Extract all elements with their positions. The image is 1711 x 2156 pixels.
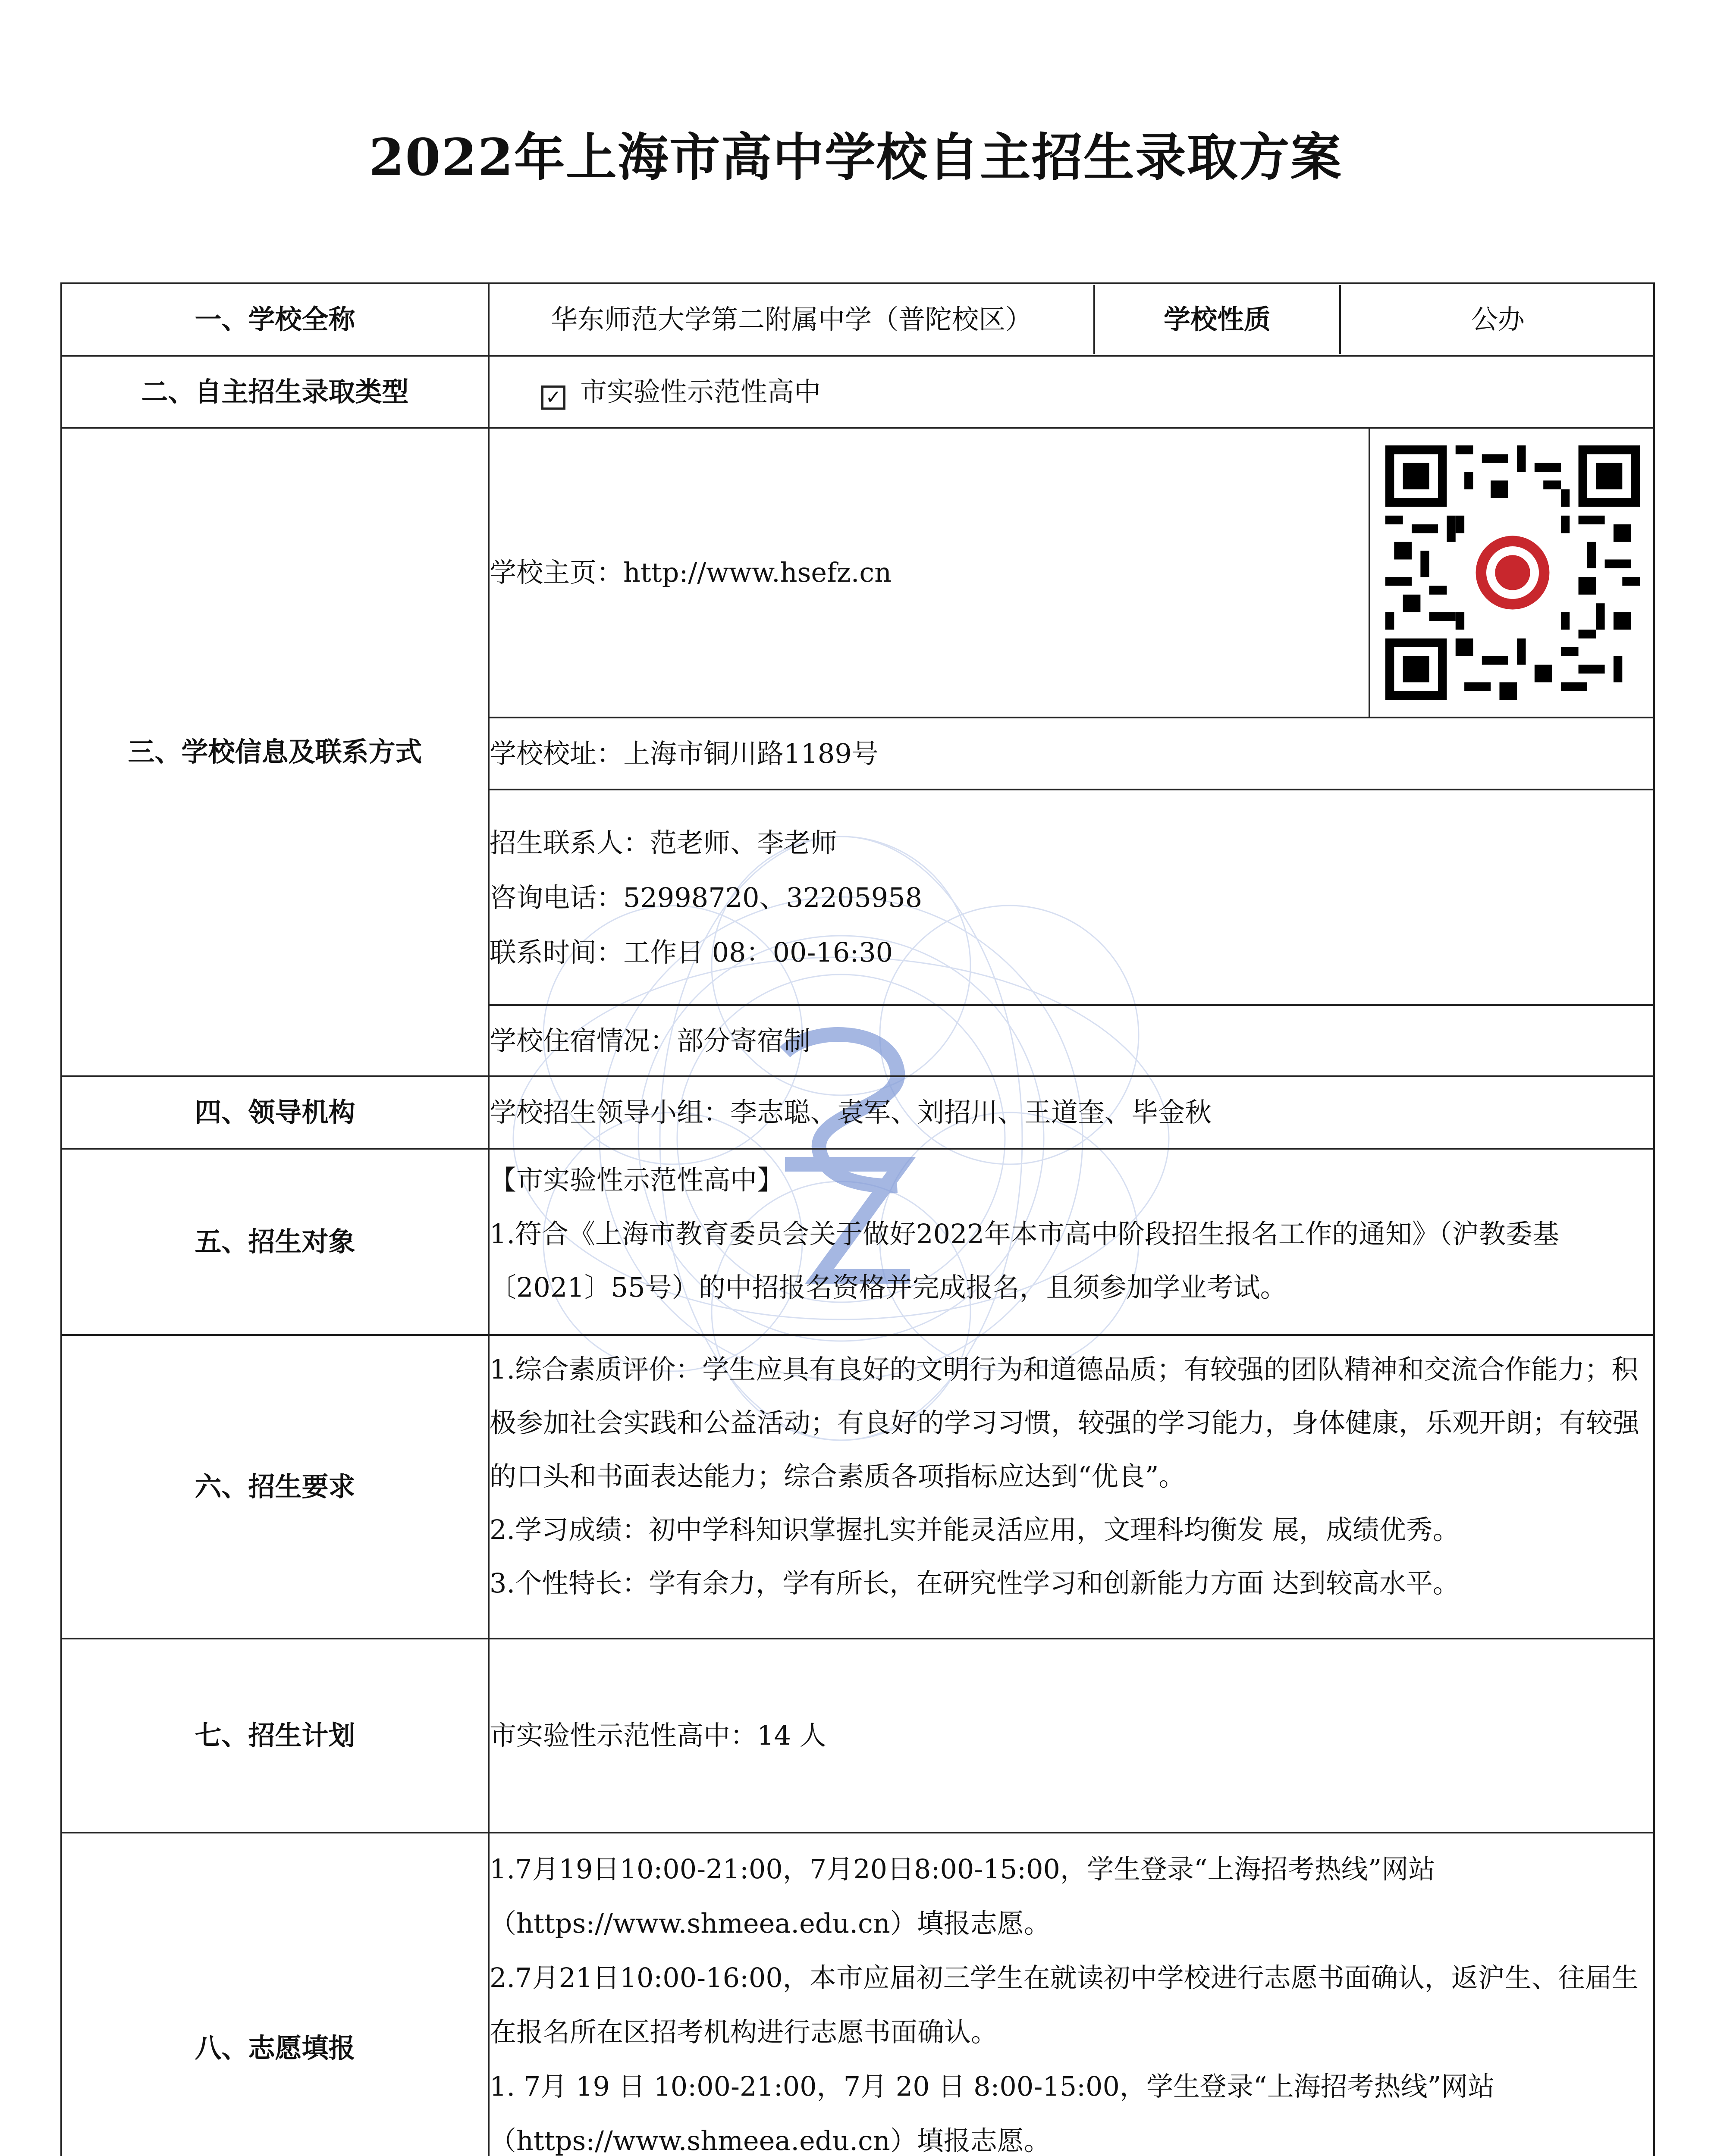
label-plan: 七、招生计划 — [61, 1639, 489, 1833]
requirements-block — [489, 1335, 1654, 1639]
admission-type-value: 市实验性示范性高中 — [580, 376, 821, 407]
requirement-item: 3.个性特长：学有余力，学有所长，在研究性学习和创新能力方面 达到较高水平。 — [490, 1567, 1460, 1599]
boarding-info: 学校住宿情况：部分寄宿制 — [490, 1025, 811, 1056]
application-item: 2.7月21日10:00-16:00，本市应届初三学生在就读初中学校进行志愿书面确认，返沪生、往届生在报名所在区招考机构进行志愿书面确认。 — [490, 1962, 1639, 2048]
label-requirements: 六、招生要求 — [61, 1335, 489, 1639]
leadership-value: 学校招生领导小组：李志聪、袁军、刘招川、王道奎、毕金秋 — [489, 1076, 1654, 1149]
checkbox-icon: ✓ — [541, 385, 565, 410]
target-block — [489, 1149, 1654, 1335]
school-address: 学校校址：上海市铜川路1189号 — [490, 718, 1655, 790]
target-text: 1.符合《上海市教育委员会关于做好2022年本市高中阶段招生报名工作的通知》（沪教委基〔2021〕55号）的中招报名资格并完成报名，且须参加学业考试。 — [490, 1218, 1559, 1303]
label-school-info: 三、学校信息及联系方式 — [61, 428, 489, 1076]
target-heading: 【市实验性示范性高中】 — [490, 1164, 784, 1196]
label-leadership: 四、领导机构 — [61, 1076, 489, 1149]
page-title: 2022年上海市高中学校自主招生录取方案 — [369, 127, 1342, 187]
label-school-name: 一、学校全称 — [61, 283, 489, 356]
contact-hours: 联系时间：工作日 08：00-16:30 — [490, 936, 893, 968]
school-info-block — [490, 429, 1655, 1075]
label-application: 八、志愿填报 — [61, 1833, 489, 2156]
contact-phone: 咨询电话：52998720、32205958 — [490, 881, 923, 913]
school-nature-value: 公办 — [1471, 304, 1525, 335]
application-block — [489, 1833, 1654, 2156]
qr-code-icon — [1385, 445, 1640, 700]
qr-code — [1369, 429, 1655, 718]
school-homepage: 学校主页：http://www.hsefz.cn — [490, 429, 1369, 718]
admission-table — [60, 282, 1655, 2156]
school-full-name: 华东师范大学第二附属中学（普陀校区） — [490, 285, 1094, 354]
requirement-item: 2.学习成绩：初中学科知识掌握扎实并能灵活应用，文理科均衡发 展，成绩优秀。 — [490, 1514, 1460, 1545]
contact-block — [490, 790, 1655, 1005]
label-school-nature: 学校性质 — [1094, 285, 1340, 354]
label-target: 五、招生对象 — [61, 1149, 489, 1335]
application-item: 1. 7月 19 日 10:00-21:00，7月 20 日 8:00-15:00，学生登录“上海招考热线”网站（https://www.shmeea.edu.cn）填报志愿。 — [490, 2071, 1495, 2156]
label-admission-type: 二、自主招生录取类型 — [61, 356, 489, 428]
contact-person: 招生联系人：范老师、李老师 — [490, 827, 838, 859]
application-item: 1.7月19日10:00-21:00，7月20日8:00-15:00，学生登录“上海招考热线”网站（https://www.shmeea.edu.cn）填报志愿。 — [490, 1853, 1435, 1939]
plan-value: 市实验性示范性高中：14 人 — [489, 1639, 1654, 1833]
school-name-row — [490, 285, 1655, 354]
requirement-item: 1.综合素质评价：学生应具有良好的文明行为和道德品质；有较强的团队精神和交流合作能力；积极参加社会实践和公益活动；有良好的学习习惯，较强的学习能力，身体健康，乐观开朗；有较强的口头和书面表达能力；综合素质各项指标应达到“优良”。 — [490, 1354, 1640, 1492]
